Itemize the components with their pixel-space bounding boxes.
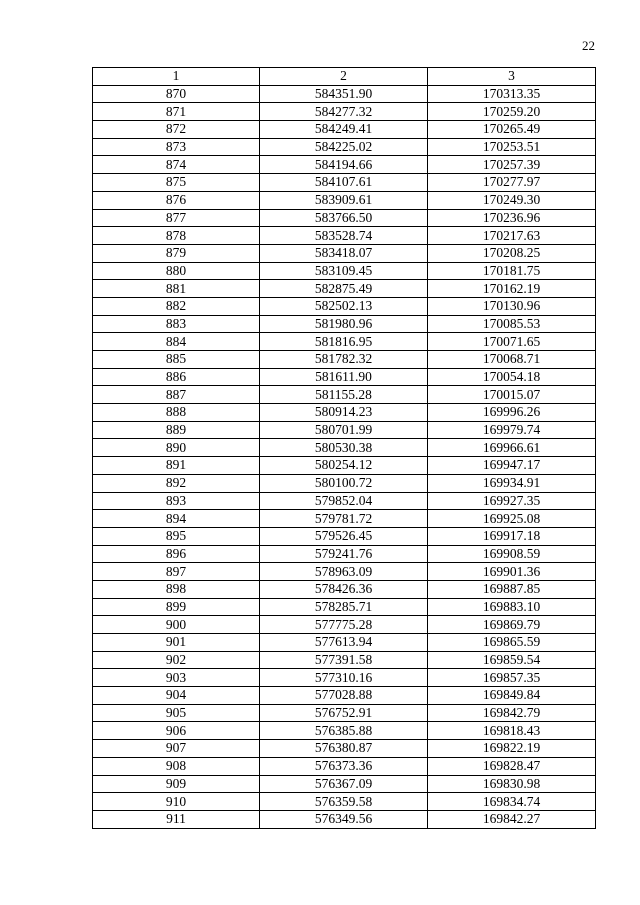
coordinates-table xyxy=(92,67,596,829)
table-cell: 170130.96 xyxy=(428,297,596,315)
table-cell: 170257.39 xyxy=(428,156,596,174)
table-row xyxy=(93,757,596,775)
table-cell: 881 xyxy=(93,280,260,298)
table-cell: 170208.25 xyxy=(428,244,596,262)
table-row xyxy=(93,563,596,581)
table-cell: 170181.75 xyxy=(428,262,596,280)
table-cell: 884 xyxy=(93,333,260,351)
table-row xyxy=(93,121,596,139)
table-cell: 584107.61 xyxy=(260,174,428,192)
table-cell: 169830.98 xyxy=(428,775,596,793)
table-cell: 577391.58 xyxy=(260,651,428,669)
table-cell: 870 xyxy=(93,85,260,103)
table-cell: 905 xyxy=(93,704,260,722)
table-cell: 580254.12 xyxy=(260,457,428,475)
table-cell: 170015.07 xyxy=(428,386,596,404)
table-row xyxy=(93,616,596,634)
table-row xyxy=(93,262,596,280)
table-cell: 874 xyxy=(93,156,260,174)
table-cell: 889 xyxy=(93,421,260,439)
table-row xyxy=(93,510,596,528)
table-row xyxy=(93,315,596,333)
table-cell: 906 xyxy=(93,722,260,740)
table-body xyxy=(93,85,596,828)
table-row xyxy=(93,386,596,404)
table-cell: 579241.76 xyxy=(260,545,428,563)
table-cell: 170313.35 xyxy=(428,85,596,103)
table-cell: 582502.13 xyxy=(260,297,428,315)
table-cell: 880 xyxy=(93,262,260,280)
table-row xyxy=(93,297,596,315)
column-header: 2 xyxy=(260,68,428,86)
table-cell: 169857.35 xyxy=(428,669,596,687)
table-cell: 170071.65 xyxy=(428,333,596,351)
table-row xyxy=(93,85,596,103)
table-cell: 578285.71 xyxy=(260,598,428,616)
table-cell: 169966.61 xyxy=(428,439,596,457)
table-row xyxy=(93,457,596,475)
table-cell: 872 xyxy=(93,121,260,139)
table-cell: 169925.08 xyxy=(428,510,596,528)
table-header-row xyxy=(93,68,596,86)
table-row xyxy=(93,598,596,616)
table-cell: 895 xyxy=(93,527,260,545)
table-cell: 576373.36 xyxy=(260,757,428,775)
table-cell: 888 xyxy=(93,404,260,422)
table-cell: 584351.90 xyxy=(260,85,428,103)
table-cell: 894 xyxy=(93,510,260,528)
table-row xyxy=(93,351,596,369)
table-cell: 909 xyxy=(93,775,260,793)
table-cell: 911 xyxy=(93,810,260,828)
table-cell: 169822.19 xyxy=(428,740,596,758)
table-cell: 584277.32 xyxy=(260,103,428,121)
table-cell: 576349.56 xyxy=(260,810,428,828)
table-row xyxy=(93,704,596,722)
table-cell: 169917.18 xyxy=(428,527,596,545)
table-cell: 170085.53 xyxy=(428,315,596,333)
table-cell: 878 xyxy=(93,227,260,245)
table-cell: 169834.74 xyxy=(428,793,596,811)
table-cell: 581980.96 xyxy=(260,315,428,333)
table-cell: 576385.88 xyxy=(260,722,428,740)
table-cell: 579852.04 xyxy=(260,492,428,510)
table-cell: 890 xyxy=(93,439,260,457)
table-cell: 892 xyxy=(93,474,260,492)
table-cell: 169869.79 xyxy=(428,616,596,634)
table-row xyxy=(93,333,596,351)
table-cell: 910 xyxy=(93,793,260,811)
table-row xyxy=(93,492,596,510)
table-cell: 170054.18 xyxy=(428,368,596,386)
table-cell: 875 xyxy=(93,174,260,192)
table-cell: 908 xyxy=(93,757,260,775)
table-cell: 885 xyxy=(93,351,260,369)
table-cell: 170249.30 xyxy=(428,191,596,209)
table-row xyxy=(93,227,596,245)
table-cell: 873 xyxy=(93,138,260,156)
table-cell: 580701.99 xyxy=(260,421,428,439)
table-cell: 169859.54 xyxy=(428,651,596,669)
table-cell: 581782.32 xyxy=(260,351,428,369)
table-cell: 169934.91 xyxy=(428,474,596,492)
table-cell: 882 xyxy=(93,297,260,315)
table-row xyxy=(93,280,596,298)
table-cell: 897 xyxy=(93,563,260,581)
table-cell: 899 xyxy=(93,598,260,616)
table-cell: 169947.17 xyxy=(428,457,596,475)
table-row xyxy=(93,404,596,422)
table-cell: 893 xyxy=(93,492,260,510)
table-cell: 580530.38 xyxy=(260,439,428,457)
table-row xyxy=(93,580,596,598)
table-row xyxy=(93,545,596,563)
table-row xyxy=(93,209,596,227)
table-cell: 584194.66 xyxy=(260,156,428,174)
table-cell: 580914.23 xyxy=(260,404,428,422)
table-cell: 169818.43 xyxy=(428,722,596,740)
table-row xyxy=(93,651,596,669)
table-cell: 902 xyxy=(93,651,260,669)
table-row xyxy=(93,156,596,174)
table-cell: 896 xyxy=(93,545,260,563)
table-cell: 170253.51 xyxy=(428,138,596,156)
table-cell: 582875.49 xyxy=(260,280,428,298)
table-cell: 581816.95 xyxy=(260,333,428,351)
table-cell: 169828.47 xyxy=(428,757,596,775)
table-cell: 579781.72 xyxy=(260,510,428,528)
table-cell: 584249.41 xyxy=(260,121,428,139)
table-cell: 904 xyxy=(93,687,260,705)
table-row xyxy=(93,421,596,439)
table-row xyxy=(93,174,596,192)
table-cell: 583109.45 xyxy=(260,262,428,280)
table-cell: 169842.27 xyxy=(428,810,596,828)
table-cell: 907 xyxy=(93,740,260,758)
table-cell: 583909.61 xyxy=(260,191,428,209)
table-row xyxy=(93,138,596,156)
table-cell: 170068.71 xyxy=(428,351,596,369)
table-cell: 578963.09 xyxy=(260,563,428,581)
table-row xyxy=(93,439,596,457)
column-header: 1 xyxy=(93,68,260,86)
table-cell: 169865.59 xyxy=(428,634,596,652)
table-row xyxy=(93,191,596,209)
table-cell: 891 xyxy=(93,457,260,475)
table-row xyxy=(93,634,596,652)
table-cell: 883 xyxy=(93,315,260,333)
table-cell: 579526.45 xyxy=(260,527,428,545)
table-cell: 576359.58 xyxy=(260,793,428,811)
table-cell: 576367.09 xyxy=(260,775,428,793)
table-cell: 169883.10 xyxy=(428,598,596,616)
table-cell: 577613.94 xyxy=(260,634,428,652)
table-cell: 886 xyxy=(93,368,260,386)
table-cell: 879 xyxy=(93,244,260,262)
table-row xyxy=(93,527,596,545)
table-cell: 576380.87 xyxy=(260,740,428,758)
table-cell: 583528.74 xyxy=(260,227,428,245)
table-cell: 170259.20 xyxy=(428,103,596,121)
table-cell: 581611.90 xyxy=(260,368,428,386)
table-cell: 580100.72 xyxy=(260,474,428,492)
table-cell: 577310.16 xyxy=(260,669,428,687)
table-cell: 169887.85 xyxy=(428,580,596,598)
table-row xyxy=(93,740,596,758)
table-row xyxy=(93,687,596,705)
table-cell: 169996.26 xyxy=(428,404,596,422)
table-cell: 871 xyxy=(93,103,260,121)
table-cell: 901 xyxy=(93,634,260,652)
table-row xyxy=(93,722,596,740)
table-row xyxy=(93,103,596,121)
column-header: 3 xyxy=(428,68,596,86)
table-cell: 581155.28 xyxy=(260,386,428,404)
table-cell: 900 xyxy=(93,616,260,634)
table-cell: 170265.49 xyxy=(428,121,596,139)
table-row xyxy=(93,669,596,687)
table-cell: 169849.84 xyxy=(428,687,596,705)
table-cell: 170236.96 xyxy=(428,209,596,227)
table-row xyxy=(93,244,596,262)
table-cell: 169842.79 xyxy=(428,704,596,722)
table-cell: 584225.02 xyxy=(260,138,428,156)
table-cell: 576752.91 xyxy=(260,704,428,722)
table-cell: 903 xyxy=(93,669,260,687)
table-cell: 169901.36 xyxy=(428,563,596,581)
table-cell: 887 xyxy=(93,386,260,404)
table-cell: 877 xyxy=(93,209,260,227)
table-row xyxy=(93,810,596,828)
table-cell: 169908.59 xyxy=(428,545,596,563)
table-row xyxy=(93,474,596,492)
table-cell: 169927.35 xyxy=(428,492,596,510)
table-cell: 876 xyxy=(93,191,260,209)
table-cell: 169979.74 xyxy=(428,421,596,439)
table-row xyxy=(93,775,596,793)
table-cell: 577028.88 xyxy=(260,687,428,705)
table-cell: 583418.07 xyxy=(260,244,428,262)
table-cell: 583766.50 xyxy=(260,209,428,227)
page-number: 22 xyxy=(582,38,595,53)
table-cell: 170277.97 xyxy=(428,174,596,192)
table-row xyxy=(93,793,596,811)
table-cell: 578426.36 xyxy=(260,580,428,598)
table-cell: 577775.28 xyxy=(260,616,428,634)
table-row xyxy=(93,368,596,386)
table-cell: 898 xyxy=(93,580,260,598)
table-cell: 170217.63 xyxy=(428,227,596,245)
table-cell: 170162.19 xyxy=(428,280,596,298)
